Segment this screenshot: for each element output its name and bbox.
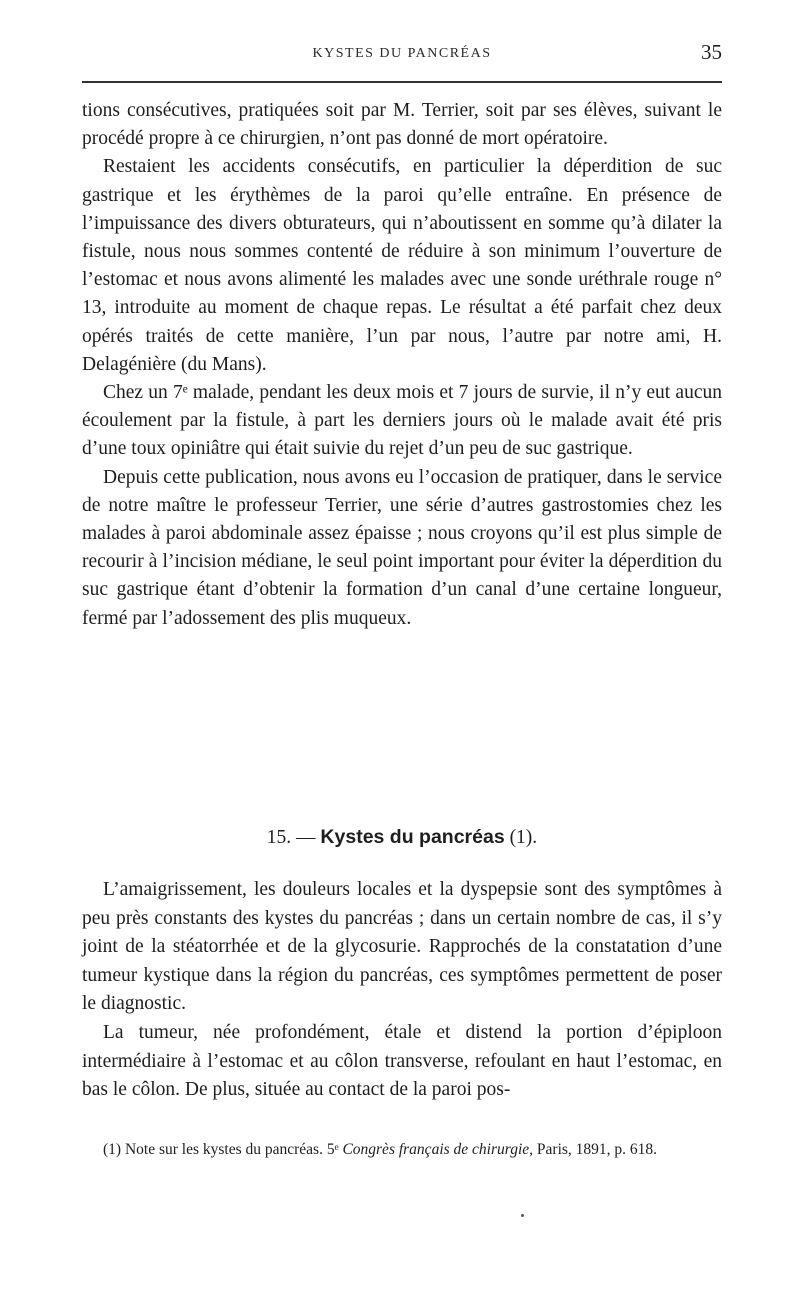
section-title: Kystes du pancréas [320, 826, 505, 848]
section-text [82, 876, 722, 1105]
section-heading [82, 826, 722, 849]
header-rule [82, 81, 722, 83]
paragraph: La tumeur, née profondément, étale et distend la portion d’épiploon intermédiaire à l’estomac et au côlon transverse, refoulant en haut l’estomac, en bas le côlon. De plus, située au contact de la paroi pos- [82, 1021, 722, 1101]
running-head [82, 40, 722, 70]
footnote-journal: Congrès français de chirurgie, [342, 1141, 534, 1158]
section-number: 15. — [266, 827, 316, 848]
footnote-reference: (1). [509, 827, 538, 848]
footnote-citation: Paris, 1891, p. 618. [536, 1141, 658, 1158]
page-number: 35 [701, 40, 722, 64]
ink-speck [521, 1214, 524, 1217]
paragraph: Depuis cette publication, nous avons eu l’occasion de pratiquer, dans le service de notre maître le professeur Terrier, une série d’autres gastrostomies chez les malades à paroi abdominale assez épaisse ; nous croyons qu’il est plus simple de recourir à l’incision médiane, le seul point important pour éviter la déperdition du suc gastrique étant d’obtenir la formation d’un canal d’une certaine longueur, fermé par l’adossement des plis muqueux. [82, 466, 722, 629]
body-text [82, 97, 722, 633]
footnote-text: Note sur les kystes du pancréas. 5ᵉ [124, 1141, 339, 1158]
paragraph: tions consécutives, pratiquées soit par M. Terrier, soit par ses élèves, suivant le procédé propre à ce chirurgien, n’ont pas donné de mort opératoire. [82, 100, 722, 150]
paragraph: Restaient les accidents consécutifs, en particulier la déperdition de suc gastrique et les érythèmes de la paroi qu’elle entraîne. En présence de l’impuissance des divers obturateurs, qui n’aboutissent en somme qu’à dilater la fistule, nous nous sommes contenté de réduire à son minimum l’ouverture de l’estomac et nous avons alimenté les malades avec une sonde uréthrale rouge n° 13, introduite au moment de chaque repas. Le résultat a été parfait chez deux opérés traités de cette manière, l’un par nous, l’autre par notre ami, H. Delagénière (du Mans). [82, 156, 722, 375]
footnote [82, 1138, 722, 1162]
running-title: KYSTES DU PANCRÉAS [312, 46, 492, 61]
paragraph: L’amaigrissement, les douleurs locales et la dyspepsie sont des symptômes à peu près constants des kystes du pancréas ; dans un certain nombre de cas, il s’y joint de la stéatorrhée et de la glycosurie. Rapprochés de la constatation d’une tumeur kystique dans la région du pancréas, ces symptômes permettent de poser le diagnostic. [82, 879, 722, 1015]
footnote-marker: (1) [103, 1141, 122, 1158]
paragraph: Chez un 7ᵉ malade, pendant les deux mois et 7 jours de survie, il n’y eut aucun écoulement par la fistule, à part les derniers jours où le malade avait été pris d’une toux opiniâtre qui était suivie du rejet d’un peu de suc gastrique. [82, 382, 722, 460]
